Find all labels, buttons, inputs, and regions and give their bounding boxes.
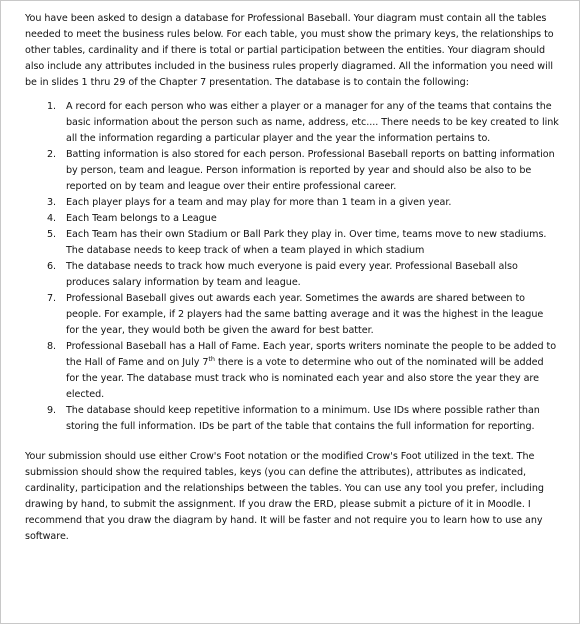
- item-text: Professional Baseball gives out awards each year. Sometimes the awards are shared between to people. For example, if 2 players had the same batting average and it was the highest in the league for the year, they would both be given the award for best batter.: [66, 293, 544, 336]
- item-number: 9.: [47, 405, 57, 416]
- assignment-text: [25, 11, 559, 545]
- closing-paragraph: Your submission should use either Crow's Foot notation or the modified Crow's Foot utilized in the text. The submission should show the required tables, keys (you can define the attributes), attributes as indicated, cardinality, participation and the relationships between the tables. You can use any tool you prefer, including drawing by hand, to submit the assignment. If you draw the ERD, please submit a picture of it in Moodle. I recommend that you draw the diagram by hand. It will be faster and not require you to learn how to use any software.: [25, 451, 544, 542]
- requirement-item: [25, 195, 559, 211]
- requirement-item: [25, 291, 559, 339]
- requirement-item: [25, 339, 559, 403]
- requirement-item: [25, 99, 559, 147]
- item-number: 8.: [47, 341, 57, 352]
- intro-paragraph: You have been asked to design a database for Professional Baseball. Your diagram must contain all the tables needed to meet the business rules below. For each table, you must show the primary keys, the relationships to other tables, cardinality and if there is total or partial participation between the entities. Your diagram should also include any attributes included in the business rules properly diagramed. All the information you need will be in slides 1 thru 29 of the Chapter 7 presentation. The database is to contain the following:: [25, 13, 554, 88]
- item-text: The database needs to track how much everyone is paid every year. Professional Baseball also produces salary information by team and league.: [66, 261, 518, 288]
- item-text: Each Team has their own Stadium or Ball Park they play in. Over time, teams move to new stadiums. The database needs to keep track of when a team played in which stadium: [66, 229, 547, 256]
- item-number: 7.: [47, 293, 57, 304]
- item-number: 3.: [47, 197, 57, 208]
- item-text: Each Team belongs to a League: [66, 213, 217, 224]
- requirement-item: [25, 227, 559, 259]
- item-text-after: there is a vote to determine who out of the nominated will be added for the year. The database must track who is nominated each year and also store the year they are elected.: [66, 357, 544, 400]
- requirement-item: [25, 211, 559, 227]
- item-number: 2.: [47, 149, 57, 160]
- item-number: 1.: [47, 101, 57, 112]
- item-text-before: Professional Baseball has a Hall of Fame. Each year, sports writers nominate the people to be added to the Hall of Fame and on July 7: [66, 341, 557, 368]
- item-text: Batting information is also stored for each person. Professional Baseball reports on batting information by person, team and league. Person information is reported by year and should also be also to be reported on by team and league over their entire professional career.: [66, 149, 555, 192]
- item-text: The database should keep repetitive information to a minimum. Use IDs where possible rather than storing the full information. IDs be part of the table that contains the full information for reporting.: [66, 405, 540, 432]
- item-text: Each player plays for a team and may play for more than 1 team in a given year.: [66, 197, 452, 208]
- ordinal-superscript: th: [208, 354, 215, 363]
- requirement-item: [25, 259, 559, 291]
- item-text: A record for each person who was either a player or a manager for any of the teams that contains the basic information about the person such as name, address, etc.... There needs to be key created to link all the information regarding a particular player and the year the information pertains to.: [66, 101, 559, 144]
- item-number: 4.: [47, 213, 57, 224]
- requirement-item: [25, 403, 559, 435]
- requirements-list: [25, 99, 559, 435]
- item-number: 6.: [47, 261, 57, 272]
- item-number: 5.: [47, 229, 57, 240]
- requirement-item: [25, 147, 559, 195]
